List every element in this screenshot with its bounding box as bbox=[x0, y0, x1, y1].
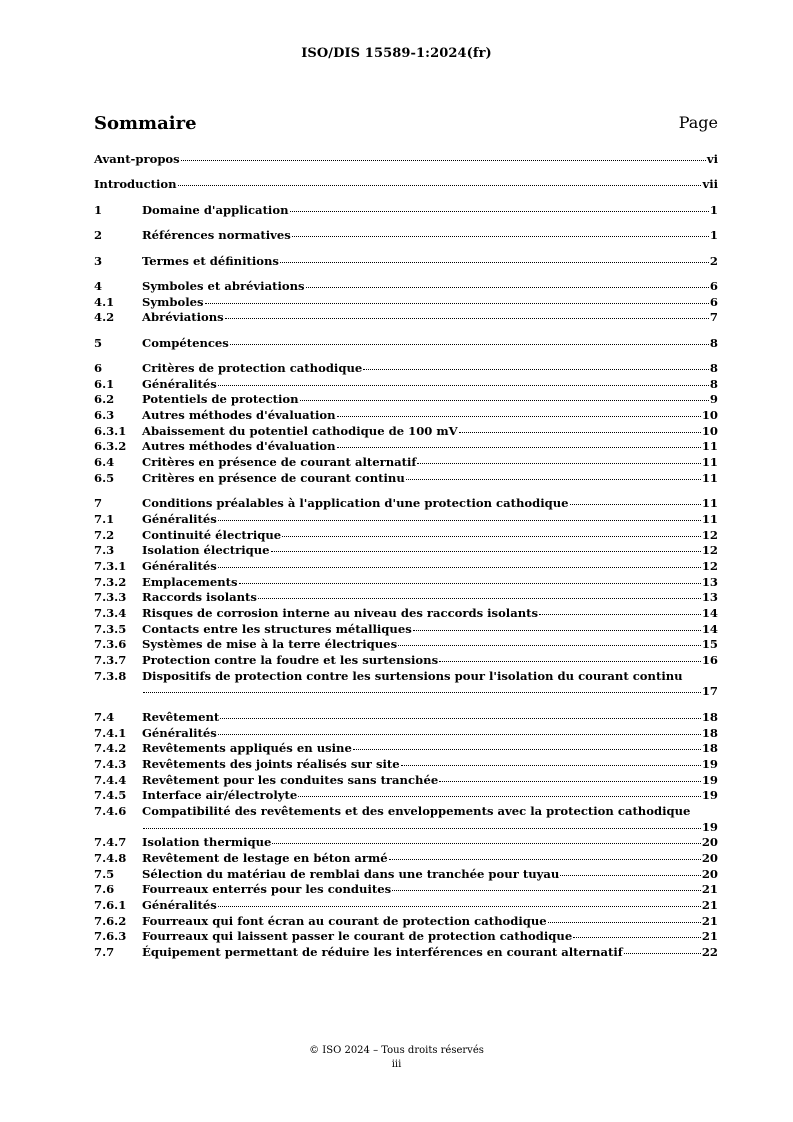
toc-leader-dots bbox=[282, 536, 701, 537]
toc-leader-dots bbox=[363, 369, 709, 370]
toc-entry-number: 1 bbox=[94, 202, 103, 217]
page-footer bbox=[0, 1044, 793, 1072]
toc-entry[interactable] bbox=[94, 726, 718, 742]
toc-entry-number: 7.4.5 bbox=[94, 788, 127, 803]
toc-entry-number: 5 bbox=[94, 335, 103, 350]
toc-leader-dots bbox=[406, 479, 701, 480]
toc-entry-number: 7.4.2 bbox=[94, 741, 127, 756]
toc-entry-page: 11 bbox=[701, 455, 718, 470]
toc-entry-page: 6 bbox=[709, 278, 718, 293]
toc-entry-page: 17 bbox=[701, 684, 718, 699]
toc-entry-number: 6.3.2 bbox=[94, 439, 127, 454]
toc-entry-title: Revêtement bbox=[142, 709, 220, 724]
toc-entry-title: Critères de protection cathodique bbox=[142, 361, 363, 375]
toc-leader-dots bbox=[548, 922, 701, 923]
toc-entry-title: Conditions préalables à l'application d'une protection cathodique bbox=[142, 496, 569, 511]
toc-leader-dots bbox=[239, 583, 701, 584]
toc-leader-dots bbox=[218, 734, 701, 735]
toc-entry-page: 21 bbox=[701, 929, 718, 944]
toc-entry-page: 19 bbox=[701, 788, 718, 803]
toc-leader-dots bbox=[280, 262, 709, 263]
toc-entry-page: 19 bbox=[701, 772, 718, 787]
toc-entry-title: Raccords isolants bbox=[142, 590, 257, 605]
toc-entry-number: 7.5 bbox=[94, 866, 115, 881]
toc-entry-title: Introduction bbox=[94, 177, 177, 192]
toc-entry-title: Symboles et abréviations bbox=[142, 278, 305, 293]
toc-entry-page: 21 bbox=[701, 898, 718, 913]
toc-entry-number: 7.3 bbox=[94, 543, 115, 558]
toc-entry[interactable] bbox=[94, 496, 718, 512]
page-number: iii bbox=[391, 1059, 402, 1070]
toc-entry-number: 7.4.8 bbox=[94, 851, 127, 865]
table-of-contents bbox=[94, 152, 718, 961]
toc-entry[interactable] bbox=[94, 622, 718, 638]
toc-entry-number: 7.3.7 bbox=[94, 653, 127, 668]
toc-entry[interactable] bbox=[94, 228, 718, 244]
toc-entry-number: 7.6.1 bbox=[94, 898, 127, 913]
toc-entry-number: 7.3.5 bbox=[94, 621, 127, 636]
toc-entry-page: 21 bbox=[701, 882, 718, 897]
toc-leader-dots bbox=[398, 645, 701, 646]
toc-leader-dots bbox=[560, 875, 701, 876]
toc-entry-number: 7.3.2 bbox=[94, 574, 127, 589]
toc-entry-title: Sélection du matériau de remblai dans une tranchée pour tuyau bbox=[142, 866, 560, 881]
toc-entry-number: 6.5 bbox=[94, 470, 115, 485]
toc-entry-page: 18 bbox=[701, 725, 718, 740]
toc-leader-dots bbox=[624, 953, 701, 954]
toc-entry[interactable] bbox=[94, 279, 718, 295]
toc-entry-title: Compatibilité des revêtements et des enveloppements avec la protection cathodique bbox=[142, 803, 691, 818]
toc-leader-dots bbox=[290, 211, 709, 212]
toc-entry[interactable] bbox=[94, 669, 718, 700]
toc-entry-number: 6.3 bbox=[94, 408, 115, 423]
toc-leader-dots bbox=[218, 567, 701, 568]
toc-entry-number: 6 bbox=[94, 361, 103, 375]
toc-entry[interactable] bbox=[94, 310, 718, 326]
toc-leader-dots bbox=[218, 906, 701, 907]
toc-leader-dots bbox=[539, 614, 701, 615]
toc-title: Sommaire bbox=[94, 113, 197, 134]
toc-entry-title: Fourreaux enterrés pour les conduites bbox=[142, 882, 392, 897]
toc-entry-page: 12 bbox=[701, 558, 718, 573]
toc-entry-title: Équipement permettant de réduire les interférences en courant alternatif bbox=[142, 945, 623, 960]
toc-entry-page: 20 bbox=[701, 866, 718, 881]
toc-leader-dots bbox=[143, 828, 701, 829]
toc-leader-dots bbox=[337, 447, 701, 448]
toc-entry-page: 9 bbox=[709, 392, 718, 407]
toc-entry-page: 19 bbox=[701, 819, 718, 834]
toc-entry-title: Généralités bbox=[142, 898, 217, 913]
toc-entry-number: 7.7 bbox=[94, 945, 115, 960]
toc-entry[interactable] bbox=[94, 945, 718, 961]
toc-entry-title: Généralités bbox=[142, 558, 217, 573]
toc-leader-dots bbox=[272, 843, 700, 844]
toc-entry-number: 4 bbox=[94, 278, 103, 293]
toc-entry-page: 18 bbox=[701, 709, 718, 724]
toc-entry-page: 21 bbox=[701, 913, 718, 928]
toc-leader-dots bbox=[392, 890, 701, 891]
toc-entry[interactable] bbox=[94, 455, 718, 471]
toc-entry-page: 14 bbox=[701, 621, 718, 636]
toc-leader-dots bbox=[205, 303, 709, 304]
document-header: ISO/DIS 15589-1:2024(fr) bbox=[301, 46, 492, 61]
toc-entry[interactable] bbox=[94, 424, 718, 440]
toc-entry[interactable] bbox=[94, 773, 718, 789]
toc-entry[interactable] bbox=[94, 637, 718, 653]
toc-entry-page: 19 bbox=[701, 756, 718, 771]
toc-entry-number: 7.4 bbox=[94, 709, 115, 724]
toc-entry[interactable] bbox=[94, 788, 718, 804]
toc-entry-page: 11 bbox=[701, 496, 718, 511]
toc-leader-dots bbox=[220, 718, 701, 719]
toc-entry-page: vii bbox=[702, 177, 718, 192]
toc-leader-dots bbox=[300, 400, 709, 401]
toc-entry[interactable] bbox=[94, 254, 718, 270]
toc-entry[interactable] bbox=[94, 377, 718, 393]
toc-entry-page: 22 bbox=[701, 945, 718, 960]
toc-entry-title: Interface air/électrolyte bbox=[142, 788, 298, 803]
toc-entry-title: Revêtement de lestage en béton armé bbox=[142, 851, 388, 865]
toc-leader-dots bbox=[439, 781, 701, 782]
toc-entry-number: 7.6.3 bbox=[94, 929, 127, 944]
toc-leader-dots bbox=[225, 318, 709, 319]
toc-entry-title: Dispositifs de protection contre les surtensions pour l'isolation du courant continu bbox=[142, 668, 683, 683]
toc-entry[interactable] bbox=[94, 867, 718, 883]
toc-leader-dots bbox=[353, 749, 701, 750]
toc-entry[interactable] bbox=[94, 512, 718, 528]
toc-entry-title: Contacts entre les structures métalliques bbox=[142, 621, 412, 636]
toc-entry-title: Symboles bbox=[142, 294, 204, 309]
toc-leader-dots bbox=[573, 937, 701, 938]
toc-entry-title: Références normatives bbox=[142, 228, 291, 243]
toc-entry-number: 2 bbox=[94, 228, 103, 243]
toc-entry[interactable] bbox=[94, 336, 718, 352]
toc-leader-dots bbox=[459, 432, 701, 433]
toc-entry-title: Systèmes de mise à la terre électriques bbox=[142, 637, 398, 652]
toc-entry[interactable] bbox=[94, 439, 718, 455]
toc-entry-number: 7.3.4 bbox=[94, 606, 127, 620]
toc-entry-number: 7.3.1 bbox=[94, 558, 127, 573]
toc-entry-title: Avant-propos bbox=[94, 152, 180, 166]
toc-entry-title: Potentiels de protection bbox=[142, 392, 299, 407]
toc-entry[interactable] bbox=[94, 575, 718, 591]
toc-leader-dots bbox=[337, 416, 701, 417]
toc-entry-number: 6.1 bbox=[94, 376, 115, 391]
toc-entry-title: Revêtement pour les conduites sans tranchée bbox=[142, 772, 439, 787]
toc-leader-dots bbox=[292, 236, 709, 237]
toc-leader-dots bbox=[178, 185, 702, 186]
toc-entry[interactable] bbox=[94, 295, 718, 311]
toc-leader-dots bbox=[258, 598, 701, 599]
toc-entry[interactable] bbox=[94, 361, 718, 377]
copyright-notice: © ISO 2024 – Tous droits réservés bbox=[309, 1045, 484, 1056]
toc-entry[interactable] bbox=[94, 653, 718, 669]
toc-entry[interactable] bbox=[94, 543, 718, 559]
toc-entry-number: 7.6.2 bbox=[94, 913, 127, 928]
toc-entry[interactable] bbox=[94, 851, 718, 867]
toc-entry[interactable] bbox=[94, 408, 718, 424]
toc-entry-page: 8 bbox=[709, 361, 718, 375]
toc-entry[interactable] bbox=[94, 471, 718, 487]
toc-entry-number: 6.3.1 bbox=[94, 423, 127, 438]
toc-entry-page: 15 bbox=[701, 637, 718, 652]
toc-entry-page: 10 bbox=[701, 408, 718, 423]
toc-entry-title: Généralités bbox=[142, 376, 217, 391]
toc-entry-page: 7 bbox=[709, 310, 718, 325]
toc-entry-number: 7.4.7 bbox=[94, 835, 127, 850]
toc-entry-page: 20 bbox=[701, 851, 718, 865]
toc-entry[interactable] bbox=[94, 835, 718, 851]
toc-entry[interactable] bbox=[94, 929, 718, 945]
toc-entry-title: Critères en présence de courant alternatif bbox=[142, 455, 417, 470]
toc-leader-dots bbox=[389, 859, 701, 860]
toc-leader-dots bbox=[218, 520, 701, 521]
toc-entry-title: Risques de corrosion interne au niveau des raccords isolants bbox=[142, 606, 539, 620]
toc-entry-number: 6.4 bbox=[94, 455, 115, 470]
toc-entry-title: Emplacements bbox=[142, 574, 238, 589]
toc-leader-dots bbox=[230, 344, 709, 345]
toc-entry-title: Domaine d'application bbox=[142, 202, 289, 217]
toc-entry-page: 11 bbox=[701, 439, 718, 454]
toc-entry-title: Termes et définitions bbox=[142, 253, 279, 268]
toc-entry-title: Revêtements appliqués en usine bbox=[142, 741, 352, 756]
toc-entry-number: 7.6 bbox=[94, 882, 115, 897]
toc-entry-page: 11 bbox=[701, 511, 718, 526]
toc-entry-page: 20 bbox=[701, 835, 718, 850]
toc-leader-dots bbox=[271, 551, 701, 552]
toc-entry-number: 3 bbox=[94, 253, 103, 268]
toc-entry-number: 7.4.1 bbox=[94, 725, 127, 740]
toc-entry-title: Isolation électrique bbox=[142, 543, 270, 558]
toc-entry-page: 6 bbox=[709, 294, 718, 309]
toc-entry-title: Généralités bbox=[142, 511, 217, 526]
toc-entry-page: 1 bbox=[709, 202, 718, 217]
toc-entry-number: 4.1 bbox=[94, 294, 115, 309]
toc-entry-number: 7.4.3 bbox=[94, 756, 127, 771]
toc-entry-title: Autres méthodes d'évaluation bbox=[142, 439, 336, 454]
toc-entry-title: Isolation thermique bbox=[142, 835, 272, 850]
toc-entry[interactable] bbox=[94, 590, 718, 606]
toc-entry-page: 13 bbox=[701, 574, 718, 589]
toc-entry[interactable] bbox=[94, 804, 718, 835]
toc-entry-title: Fourreaux qui laissent passer le courant de protection cathodique bbox=[142, 929, 573, 944]
toc-entry-title: Abaissement du potentiel cathodique de 100 mV bbox=[142, 423, 458, 438]
toc-leader-dots bbox=[218, 385, 709, 386]
toc-entry-title: Fourreaux qui font écran au courant de protection cathodique bbox=[142, 913, 547, 928]
toc-entry[interactable] bbox=[94, 710, 718, 726]
toc-leader-dots bbox=[298, 796, 701, 797]
toc-entry-number: 7 bbox=[94, 496, 103, 511]
toc-leader-dots bbox=[570, 504, 701, 505]
toc-entry-title: Généralités bbox=[142, 725, 217, 740]
toc-entry-number: 4.2 bbox=[94, 310, 115, 325]
toc-entry-page: vi bbox=[706, 152, 718, 166]
toc-entry-page: 12 bbox=[701, 543, 718, 558]
toc-entry-page: 13 bbox=[701, 590, 718, 605]
toc-entry-title: Autres méthodes d'évaluation bbox=[142, 408, 336, 423]
toc-entry-number: 7.4.4 bbox=[94, 772, 127, 787]
toc-entry-number: 7.3.8 bbox=[94, 668, 127, 683]
toc-entry[interactable] bbox=[94, 898, 718, 914]
toc-entry-page: 14 bbox=[701, 606, 718, 620]
toc-entry-page: 18 bbox=[701, 741, 718, 756]
toc-entry[interactable] bbox=[94, 914, 718, 930]
toc-leader-dots bbox=[439, 661, 701, 662]
toc-entry-number: 7.4.6 bbox=[94, 803, 127, 818]
toc-entry[interactable] bbox=[94, 203, 718, 219]
toc-entry-page: 8 bbox=[709, 376, 718, 391]
toc-leader-dots bbox=[401, 765, 701, 766]
toc-entry[interactable] bbox=[94, 882, 718, 898]
toc-entry-title: Critères en présence de courant continu bbox=[142, 470, 405, 485]
toc-entry[interactable] bbox=[94, 606, 718, 622]
toc-leader-dots bbox=[306, 287, 709, 288]
toc-entry[interactable] bbox=[94, 757, 718, 773]
toc-entry-page: 2 bbox=[709, 253, 718, 268]
toc-entry[interactable] bbox=[94, 528, 718, 544]
toc-entry[interactable] bbox=[94, 741, 718, 757]
toc-entry-page: 8 bbox=[709, 335, 718, 350]
toc-entry[interactable] bbox=[94, 392, 718, 408]
toc-entry-title: Continuité électrique bbox=[142, 527, 282, 542]
toc-entry-number: 7.1 bbox=[94, 511, 115, 526]
toc-entry-number: 7.3.3 bbox=[94, 590, 127, 605]
toc-leader-dots bbox=[413, 630, 701, 631]
toc-entry-number: 7.2 bbox=[94, 527, 115, 542]
toc-page-label: Page bbox=[678, 113, 718, 132]
toc-entry-number: 6.2 bbox=[94, 392, 115, 407]
toc-entry[interactable] bbox=[94, 177, 718, 193]
toc-entry-title: Compétences bbox=[142, 335, 229, 350]
toc-leader-dots bbox=[143, 692, 701, 693]
toc-entry-page: 12 bbox=[701, 527, 718, 542]
toc-entry[interactable] bbox=[94, 152, 718, 168]
toc-entry-page: 16 bbox=[701, 653, 718, 668]
toc-entry-title: Revêtements des joints réalisés sur site bbox=[142, 756, 400, 771]
toc-entry-page: 1 bbox=[709, 228, 718, 243]
toc-leader-dots bbox=[417, 463, 700, 464]
toc-entry-page: 10 bbox=[701, 423, 718, 438]
toc-entry-page: 11 bbox=[701, 470, 718, 485]
toc-entry[interactable] bbox=[94, 559, 718, 575]
toc-entry-title: Abréviations bbox=[142, 310, 224, 325]
toc-entry-title: Protection contre la foudre et les surtensions bbox=[142, 653, 439, 668]
toc-leader-dots bbox=[181, 160, 706, 161]
toc-entry-number: 7.3.6 bbox=[94, 637, 127, 652]
